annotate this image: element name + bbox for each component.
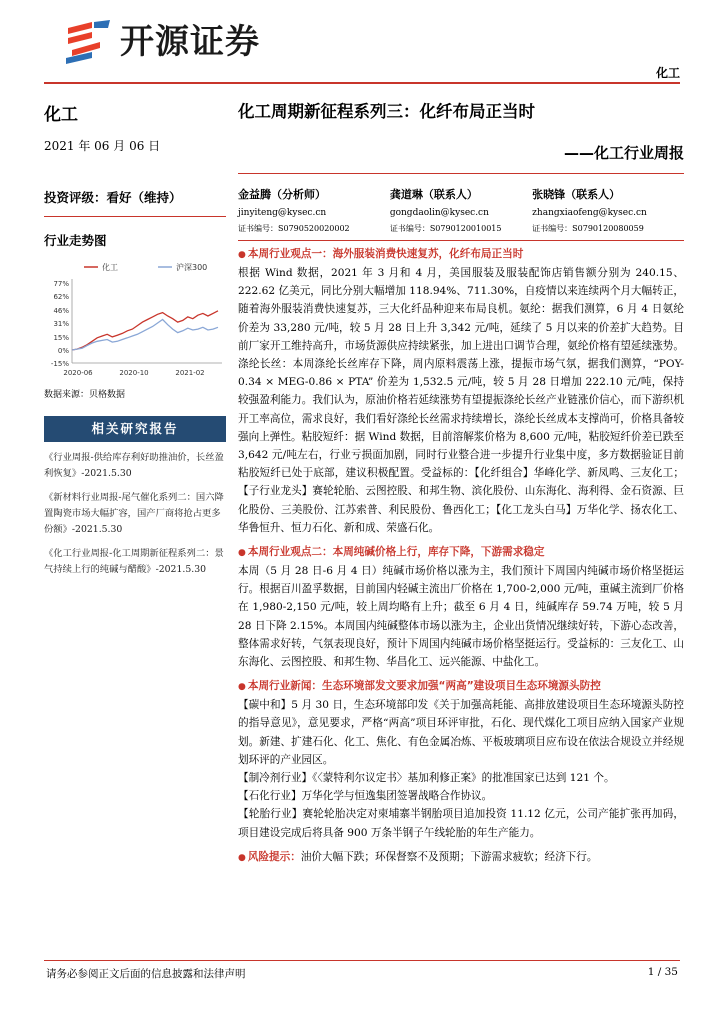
logo-text: 开源证券 — [120, 22, 260, 62]
investment-rating: 投资评级：看好（维持） — [44, 190, 182, 205]
y-tick-label: 15% — [53, 333, 69, 342]
analyst-divider — [238, 240, 684, 241]
section-heading-text: 本周行业新闻：生态环境部发文要求加强“两高”建设项目生态环境源头防控 — [247, 680, 601, 693]
trend-chart — [44, 259, 226, 383]
analyst-cert: 证书编号：S0790520020002 — [238, 224, 350, 233]
related-reports-list — [44, 450, 226, 578]
risk-heading: 风险提示： — [247, 850, 301, 863]
footer-disclaimer: 请务必参阅正文后面的信息披露和法律声明 — [46, 968, 246, 980]
section-heading-text: 本周行业观点二：本周纯碱价格上行，库存下降，下游需求稳定 — [247, 546, 545, 559]
x-tick-label: 2021-02 — [175, 369, 205, 377]
page-number: 1 / 35 — [647, 966, 678, 978]
analyst-list — [238, 186, 684, 234]
analyst-card — [390, 186, 532, 234]
news-paragraph: 【轮胎行业】赛轮轮胎决定对柬埔寨半钢胎项目追加投资 11.12 亿元，公司产能扩张再加码，项目建设完成后将具备 900 万条半钢子午线轮胎的年生产能力。 — [238, 808, 684, 839]
report-body — [238, 245, 684, 867]
logo-icon — [62, 20, 114, 64]
analyst-name: 龚道琳（联系人） — [389, 188, 478, 201]
chart-source: 数据来源：贝格数据 — [44, 390, 126, 400]
bullet-icon: ● — [238, 852, 246, 863]
left-sidebar — [44, 92, 226, 578]
related-report-link[interactable]: 《新材料行业周报-尾气催化系列二：国六降置陶瓷市场大幅扩容，国产厂商将抢占更多份额》-2021.5.30 — [44, 492, 224, 535]
report-title: 化工周期新征程系列三：化纤布局正当时 — [238, 102, 535, 121]
page-header — [0, 0, 724, 80]
y-tick-label: 62% — [53, 293, 69, 302]
legend-label: 化工 — [102, 263, 118, 272]
section-paragraph: 根据 Wind 数据，2021 年 3 月和 4 月，美国服装及服装配饰店销售额分别为 240.15、222.62 亿美元，同比分别大幅增加 118.94%、711.30%，自疫情以来连续两个月大幅转正，随着海外服装消费快速复苏，三大化纤品种迎来布局良机。氨纶：据我们测算，6 月 4 日氨纶价差为 33,280 元/吨，较 5 月 28 日上升 3,342 元/吨，延续了 5 月以来的价差扩大趋势。目前厂家开工维持高升，市场货源供应持续紧张，加上进出口调节合理，氨纶价格有望延续涨势。涤纶长丝：本周涤纶长丝库存下降，周内原料震荡上涨，提振市场气氛，据我们测算，“POY-0.34 × MEG-0.86 × PTA” 价差为 1,532.5 元/吨，较 5 月 28 日增加 222.10 元/吨，保持较强盈利能力。我们认为，原油价格若延续涨势有望提振涤纶长丝产业链涨价信心，而下游织机开工率高位，需求良好，我们看好涤纶长丝需求持续增长，涤纶长丝成本支撑尚可，价格具备较强向上弹性。粘胶短纤：据 Wind 数据，目前溶解浆价格为 8,600 元/吨，粘胶短纤价差已跌至 3,642 元/吨左右，行业亏损面加剧，同时行业整合进一步提升行业集中度，多方数据验证目前粘胶短纤已处于底部，建议积极配置。受益标的：【化纤组合】华峰化学、新凤鸣、三友化工；【子行业龙头】赛轮轮胎、云图控股、和邦生物、滨化股份、山东海化、海利得、金石资源、巨化股份、三美股份、江苏索普、利民股份、鲁西化工；【化工龙头白马】万华化学、扬农化工、华鲁恒升、恒力石化、新和成、荣盛石化。 — [238, 267, 684, 534]
company-logo — [62, 20, 292, 64]
section-heading — [238, 245, 684, 264]
section-heading-text: 本周行业观点一：海外服装消费快速复苏，化纤布局正当时 — [247, 248, 524, 260]
industry-label: 化工 — [44, 105, 78, 125]
analyst-email[interactable]: zhangxiaofeng@kysec.cn — [532, 208, 647, 218]
analyst-cert: 证书编号：S0790120010015 — [389, 224, 502, 233]
risk-text: 油价大幅下跌；环保督察不及预期；下游需求疲软；经济下行。 — [300, 850, 598, 863]
bullet-icon: ● — [238, 548, 246, 559]
header-category: 化工 — [655, 66, 680, 80]
analyst-email[interactable]: gongdaolin@kysec.cn — [389, 208, 489, 218]
x-tick-label: 2020-10 — [119, 369, 149, 377]
title-divider — [238, 173, 684, 174]
related-report-link[interactable]: 《化工行业周报-化工周期新征程系列二：景气持续上行的纯碱与醋酸》-2021.5.30 — [44, 548, 224, 575]
analyst-cert: 证书编号：S0790120080059 — [532, 224, 644, 233]
y-tick-label: 77% — [53, 280, 69, 288]
x-tick-label: 2020-06 — [63, 369, 93, 377]
bullet-icon: ● — [238, 250, 246, 260]
analyst-card — [238, 186, 390, 234]
analyst-name: 张晓锋（联系人） — [532, 188, 621, 201]
analyst-card — [532, 186, 684, 234]
analyst-email[interactable]: jinyiteng@kysec.cn — [238, 208, 327, 218]
series-line — [72, 320, 218, 351]
footer-divider — [44, 960, 680, 961]
y-tick-label: 0% — [57, 346, 69, 355]
related-report-link[interactable]: 《行业周报-供给库存利好助推油价，长丝盈利恢复》-2021.5.30 — [44, 452, 224, 479]
section-heading — [238, 677, 684, 696]
section-heading — [238, 543, 684, 562]
y-tick-label: 46% — [53, 306, 69, 315]
rating-divider — [44, 216, 226, 217]
section-paragraph: 本周（5 月 28 日-6 月 4 日）纯碱市场价格以涨为主，我们预计下周国内纯碱市场价格坚挺运行。根据百川盈孚数据，目前国内轻碱主流出厂价格在 1,700-2,000 元/吨，重碱主流到厂价格在 1,980-2,150 元/吨，较上周均略有上升；截至 6 月 4 日，纯碱库存 59.74 万吨，较 5 月 28 日下降 2.15%。本周国内纯碱整体市场以涨为主，企业出货情况继续好转，下游心态改善，整体需求好转，气氛表现良好，预计下周国内纯碱市场价格坚挺运行。受益标的：三友化工、山东海化、云图控股、和邦生物、华昌化工、远兴能源、中盐化工。 — [238, 565, 684, 669]
report-subtitle: ——化工行业周报 — [563, 144, 684, 162]
legend-label: 沪深300 — [176, 263, 208, 272]
analyst-name: 金益腾（分析师） — [238, 188, 326, 201]
trend-chart-svg — [44, 259, 226, 383]
main-content — [238, 92, 684, 867]
news-paragraph: 【碳中和】5 月 30 日，生态环境部印发《关于加强高耗能、高排放建设项目生态环境源头防控的指导意见》，意见要求，严格“两高”项目环评审批，石化、现代煤化工项目应纳入国家产业规划。新建、扩建石化、化工、焦化、有色金属冶炼、平板玻璃项目应布设在依法合规设立并经规划环评的产业园区。 — [238, 699, 684, 766]
y-tick-label: 31% — [53, 320, 69, 328]
risk-line — [238, 848, 684, 867]
news-paragraph: 【制冷剂行业】《〈蒙特利尔议定书〉基加利修正案》的批准国家已达到 121 个。 — [238, 772, 615, 785]
header-divider — [44, 82, 680, 84]
trend-chart-title: 行业走势图 — [44, 233, 107, 248]
y-tick-label: -15% — [50, 360, 69, 368]
related-reports-header: 相关研究报告 — [44, 416, 226, 442]
news-paragraph: 【石化行业】万华化学与恒逸集团签署战略合作协议。 — [238, 790, 493, 803]
report-date: 2021 年 06 月 06 日 — [44, 139, 161, 153]
bullet-icon: ● — [238, 682, 246, 693]
